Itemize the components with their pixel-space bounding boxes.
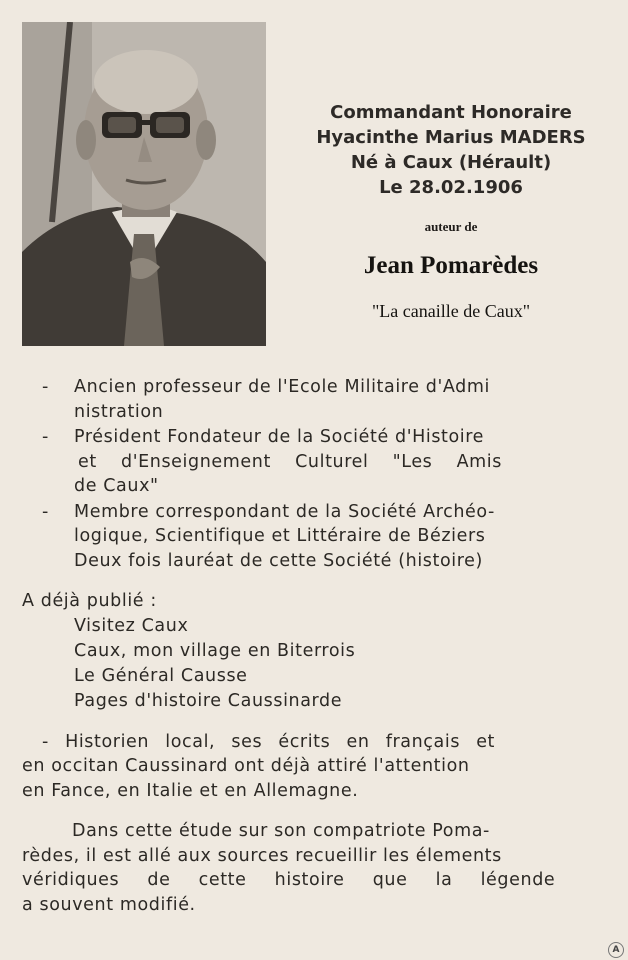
published-work: Pages d'histoire Caussinarde: [74, 690, 343, 711]
bio-line: Deux fois lauréat de cette Société (histoire): [74, 550, 483, 571]
author-portrait-photo: [22, 22, 266, 346]
author-header: [290, 100, 612, 200]
bullet-dash: -: [42, 377, 49, 397]
author-birthplace: Né à Caux (Hérault): [350, 152, 552, 173]
published-work: Visitez Caux: [74, 615, 189, 636]
bio-item: [22, 425, 612, 499]
paragraph-line: rèdes, il est allé aux sources recueillir les élements: [22, 845, 502, 866]
corner-logo-mark: A: [608, 942, 624, 958]
historian-paragraph: [22, 730, 612, 804]
paragraph-line: véridiques de cette histoire que la légende: [22, 870, 556, 890]
author-rank: Commandant Honoraire: [330, 102, 572, 123]
bullet-dash: -: [42, 427, 49, 447]
book-subject-name: Jean Pomarèdes: [363, 252, 539, 279]
paragraph-line: - Historien local, ses écrits en français et: [42, 731, 496, 752]
bullet-dash: -: [42, 501, 49, 522]
bio-item: [22, 500, 612, 574]
biography-body: [22, 375, 612, 917]
study-paragraph: [22, 819, 612, 917]
paragraph-line: en Fance, en Italie et en Allemagne.: [22, 780, 359, 801]
published-work: Caux, mon village en Biterrois: [74, 640, 356, 661]
bio-line: nistration: [74, 401, 164, 422]
bio-line: Ancien professeur de l'Ecole Militaire d'Admi: [74, 377, 490, 397]
book-title: "La canaille de Caux": [371, 301, 531, 321]
author-name: Hyacinthe Marius MADERS: [316, 127, 586, 148]
paragraph-line: en occitan Caussinard ont déjà attiré l'attention: [22, 756, 470, 776]
bio-line: et d'Enseignement Culturel "Les Amis: [78, 451, 502, 472]
published-heading: A déjà publié :: [22, 591, 157, 611]
published-works: [22, 589, 612, 714]
bio-line: Président Fondateur de la Société d'Histoire: [74, 427, 485, 447]
author-birthdate: Le 28.02.1906: [379, 177, 523, 198]
bio-line: logique, Scientifique et Littéraire de Béziers: [74, 526, 486, 546]
auteur-de-label: auteur de: [424, 219, 478, 234]
bio-line: de Caux": [74, 476, 159, 496]
paragraph-line: a souvent modifié.: [22, 894, 196, 915]
paragraph-line: Dans cette étude sur son compatriote Poma-: [72, 821, 490, 841]
bio-line: Membre correspondant de la Société Archéo-: [74, 501, 495, 522]
bio-item: [22, 375, 612, 424]
published-work: Le Général Causse: [74, 665, 248, 686]
